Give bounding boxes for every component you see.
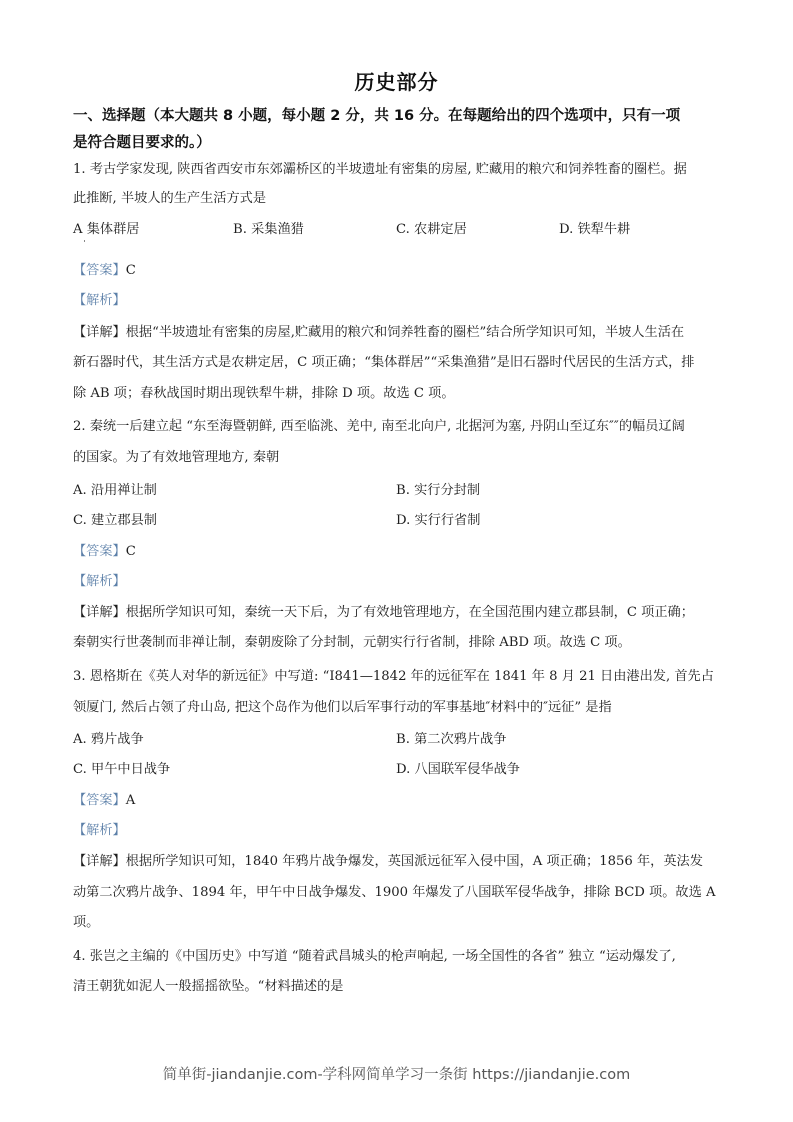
- option-c: C. 建立郡县制: [73, 513, 157, 528]
- detail-text: 根据所学知识可知，1840 年鸦片战争爆发，英国派远征军入侵中国，A 项正确；1856 年，英法发: [125, 854, 703, 869]
- analysis-label: 【解析】: [73, 293, 126, 308]
- option-a: A. 沿用禅让制: [73, 483, 157, 498]
- question-stem-line: 4. 张岂之主编的《中国历史》中写道 “随着武昌城头的枪声响起, 一场全国性的各省” 独立 “运动爆发了,: [73, 949, 676, 964]
- option-d: D. 实行行省制: [396, 513, 481, 528]
- answer-label: 【答案】: [73, 793, 126, 808]
- answer-value: C: [125, 263, 136, 278]
- detail-line: 动第二次鸦片战争、1894 年，甲午中日战争爆发、1900 年爆发了八国联军侵华战争，排除 BCD 项。故选 A: [73, 885, 716, 900]
- question-stem-line: 3. 恩格斯在《英人对华的新远征》中写道: “I841—1842 年的远征军在 1841 年 8 月 21 日由港出发, 首先占: [73, 669, 714, 684]
- detail-label: 【详解】: [73, 854, 126, 869]
- question-stem-line: 1. 考古学家发现, 陕西省西安市东郊灞桥区的半坡遗址有密集的房屋, 贮藏用的粮穴和饲养牲畜的圈栏。据: [73, 162, 687, 177]
- question-stem-line: 此推断, 半坡人的生产生活方式是: [73, 191, 267, 206]
- question-stem-line: 的国家。为了有效地管理地方, 秦朝: [73, 450, 280, 465]
- detail-line: 项。: [73, 915, 100, 930]
- option-a: A. 鸦片战争: [73, 732, 144, 747]
- section-heading-line-2: 是符合题目要求的。）: [73, 135, 211, 151]
- analysis-label: 【解析】: [73, 823, 126, 838]
- answer-label: 【答案】: [73, 544, 126, 559]
- detail-label: 【详解】: [73, 605, 126, 620]
- detail-line: 新石器时代，其生活方式是农耕定居，C 项正确；“集体群居”“采集渔猎”是旧石器时代居民的生活方式，排: [73, 355, 695, 370]
- section-heading: [73, 103, 733, 157]
- detail-text: 根据所学知识可知，秦统一天下后，为了有效地管理地方，在全国范围内建立郡县制，C 项正确；: [125, 605, 694, 620]
- scan-artifact: [84, 240, 85, 242]
- answer-value: A: [125, 793, 136, 808]
- answer-value: C: [125, 544, 136, 559]
- detail-line: [73, 853, 703, 871]
- watermark-footer: 简单街-jiandanjie.com-学科网简单学习一条街 https://jiandanjie.com: [162, 1067, 631, 1083]
- question-stem-line: 2. 秦统一后建立起 “东至海暨朝鲜, 西至临洮、羌中, 南至北向户, 北据河为塞, 丹阴山至辽东″″的幅员辽阔: [73, 419, 685, 434]
- page-title: 历史部分: [354, 70, 439, 94]
- section-heading-line-1: 一、选择题（本大题共 8 小题，每小题 2 分，共 16 分。在每题给出的四个选项中，只有一项: [73, 108, 681, 124]
- question-stem-line: 领厦门, 然后占领了舟山岛, 把这个岛作为他们以后军事行动的军事基地″材料中的″远征” 是指: [73, 700, 612, 715]
- option-b: B. 第二次鸦片战争: [396, 732, 507, 747]
- option-b: B. 采集渔猎: [233, 222, 304, 237]
- question-stem-line: 清王朝犹如泥人一般摇摇欲坠。“材料描述的是: [73, 979, 344, 994]
- option-c: C. 农耕定居: [396, 222, 467, 237]
- detail-text: 根据“半坡遗址有密集的房屋,贮藏用的粮穴和饲养牲畜的圈栏”结合所学知识可知，半坡人生活在: [125, 325, 685, 340]
- option-a: A 集体群居: [73, 222, 140, 237]
- option-b: B. 实行分封制: [396, 483, 481, 498]
- option-d: D. 八国联军侵华战争: [396, 762, 520, 777]
- detail-line: [73, 604, 694, 622]
- answer-line: [73, 543, 136, 561]
- answer-line: [73, 792, 135, 810]
- detail-label: 【详解】: [73, 325, 126, 340]
- detail-line: [73, 324, 684, 342]
- option-c: C. 甲午中日战争: [73, 762, 171, 777]
- answer-line: [73, 262, 136, 280]
- detail-line: 除 AB 项；春秋战国时期出现铁犁牛耕，排除 D 项。故选 C 项。: [73, 386, 455, 401]
- answer-label: 【答案】: [73, 263, 126, 278]
- detail-line: 秦朝实行世袭制而非禅让制，秦朝废除了分封制，元朝实行行省制，排除 ABD 项。故选 C 项。: [73, 635, 631, 650]
- analysis-label: 【解析】: [73, 574, 126, 589]
- option-d: D. 铁犁牛耕: [559, 222, 631, 237]
